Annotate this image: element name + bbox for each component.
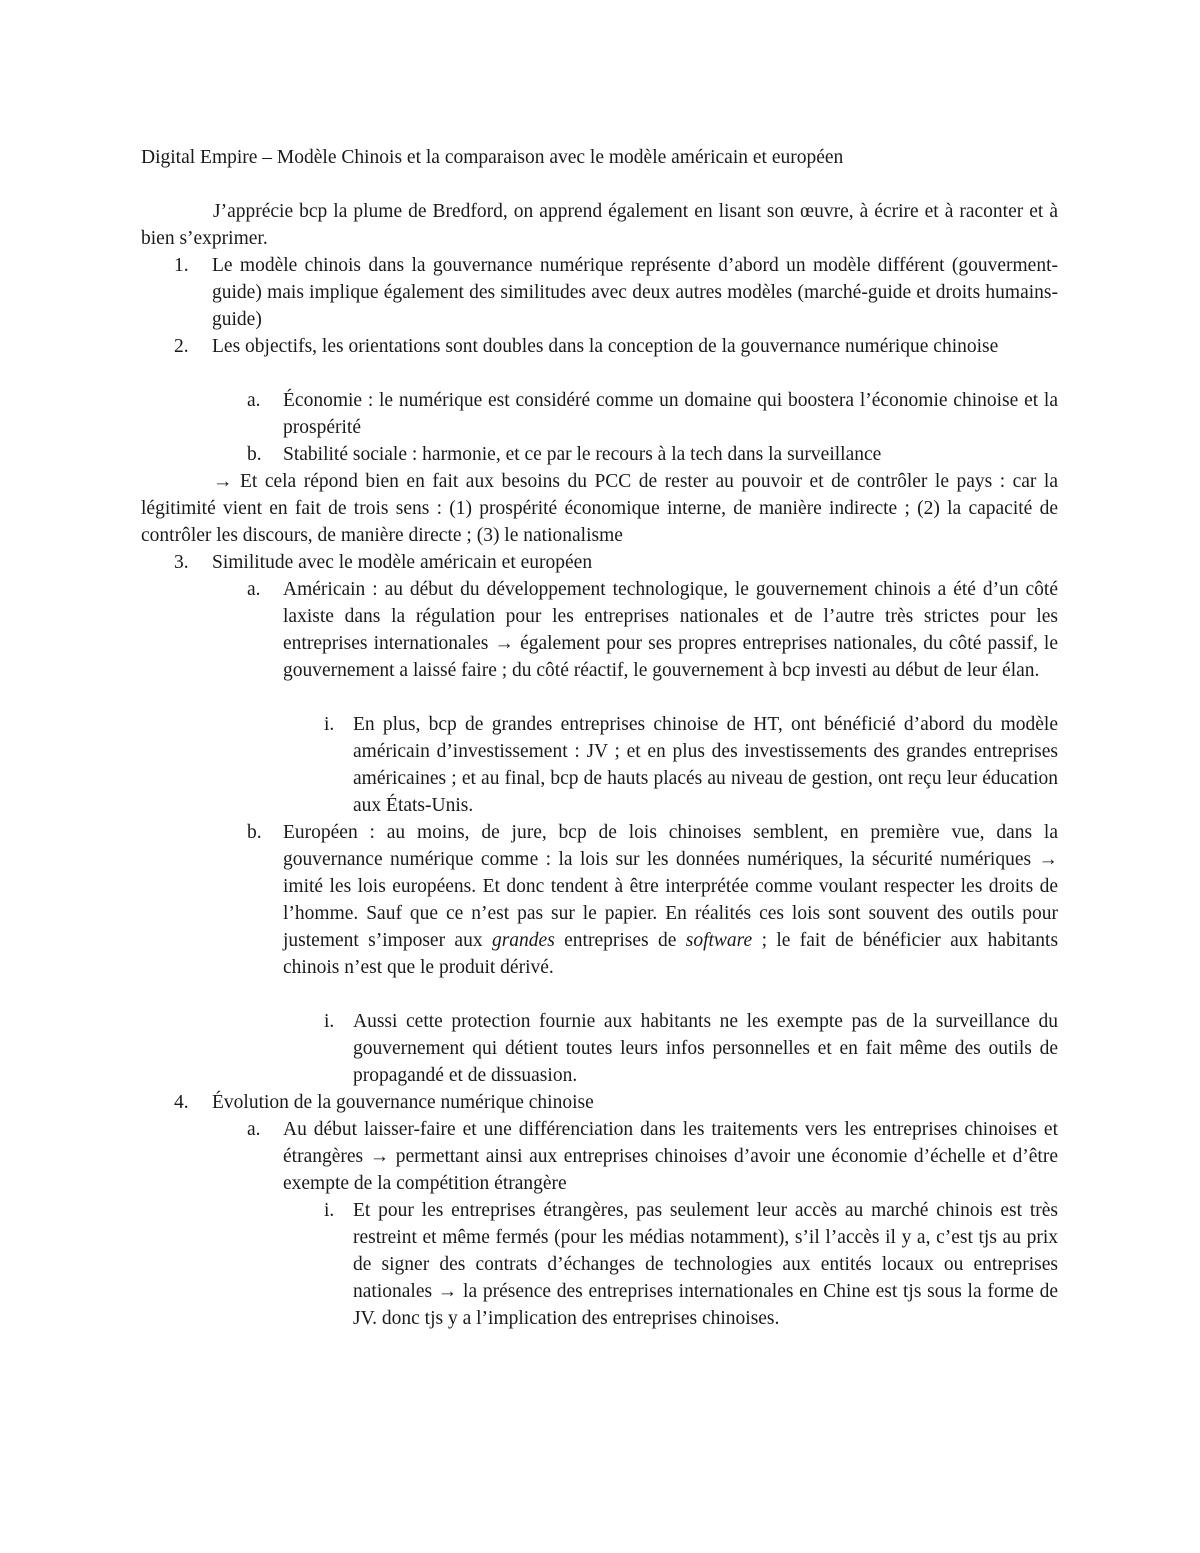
list-number: 4. xyxy=(174,1092,189,1113)
arrow-icon: → xyxy=(494,633,514,654)
list-item-2b: Stabilité sociale : harmonie, et ce par le recours à la tech dans la surveillance xyxy=(283,444,882,465)
list-item-1: Le modèle chinois dans la gouvernance numérique représente d’abord un modèle différent (gouverment-guide) mais implique également des similitudes avec deux autres modèles (marché-guide et droits humains-guide) xyxy=(212,255,1058,330)
list-item-3b: Européen : au moins, de jure, bcp de lois chinoises semblent, en première vue, dans la gouvernance numérique comme : la lois sur les données numériques, la sécurité numériques → imité les lois européens. Et donc tendent à être interprétée comme voulant respecter les droits de l’homme. Sauf que ce n’est pas sur le papier. En réalités ces lois sont souvent des outils pour justement s’imposer aux grandes entreprises de software ; le fait de bénéficier aux habitants chinois n’est que le produit dérivé. xyxy=(283,822,1059,978)
arrow-icon: → xyxy=(1038,849,1059,870)
list-letter: b. xyxy=(247,822,262,843)
list-number: 1. xyxy=(174,255,189,276)
list-item-2a: Économie : le numérique est considéré comme un domaine qui boostera l’économie chinoise et la prospérité xyxy=(283,390,1058,438)
list-item-2: Les objectifs, les orientations sont doubles dans la conception de la gouvernance numérique chinoise xyxy=(212,336,999,357)
list-roman: i. xyxy=(324,1200,335,1221)
list-item-4ai: Et pour les entreprises étrangères, pas seulement leur accès au marché chinois est très restreint et même fermés (pour les médias notamment), s’il l’accès il y a, c’est tjs au prix de signer des contrats d’échanges de technologies aux entités locaux ou entreprises nationales → la présence des entreprises internationales en Chine est tjs sous la forme de JV. donc tjs y a l’implication des entreprises chinoises. xyxy=(353,1200,1059,1329)
list-roman: i. xyxy=(324,714,335,735)
list-item-3ai: En plus, bcp de grandes entreprises chinoise de HT, ont bénéficié d’abord du modèle américain d’investissement : JV ; et en plus des investissements des grandes entreprises américaines ; et au final, bcp de hauts placés au niveau de gestion, ont reçu leur éducation aux États-Unis. xyxy=(353,714,1058,816)
list-letter: b. xyxy=(247,444,262,465)
arrow-icon: → xyxy=(437,1281,458,1302)
intro-text: J’apprécie bcp la plume de Bredford, on apprend également en lisant son œuvre, à écrire et à raconter et à bien s’exprimer. xyxy=(141,201,1058,249)
intro-paragraph xyxy=(141,198,1058,252)
list-number: 2. xyxy=(174,336,189,357)
list-item-4a: Au début laisser-faire et une différenciation dans les traitements vers les entreprises chinoises et étrangères → permettant ainsi aux entreprises chinoises d’avoir une économie d’échelle et d’être exempte de la compétition étrangère xyxy=(283,1119,1059,1194)
list-roman: i. xyxy=(324,1011,335,1032)
document-title: Digital Empire – Modèle Chinois et la comparaison avec le modèle américain et européen xyxy=(141,147,844,168)
arrow-icon: → xyxy=(369,1146,390,1167)
list-letter: a. xyxy=(247,1119,261,1140)
list-letter: a. xyxy=(247,390,261,411)
pcc-text: Et cela répond bien en fait aux besoins du PCC de rester au pouvoir et de contrôler le pays : car la légitimité vient en fait de trois sens : (1) prospérité économique interne, de manière indirecte ; (2) la capacité de contrôler les discours, de manière directe ; (3) le nationalisme xyxy=(141,471,1058,546)
list-item-4: Évolution de la gouvernance numérique chinoise xyxy=(212,1092,594,1113)
pcc-paragraph xyxy=(141,468,1058,549)
list-number: 3. xyxy=(174,552,189,573)
list-item-3: Similitude avec le modèle américain et européen xyxy=(212,552,593,573)
list-letter: a. xyxy=(247,579,261,600)
list-item-3bi: Aussi cette protection fournie aux habitants ne les exempte pas de la surveillance du gouvernement qui détient toutes leurs infos personnelles et en fait même des outils de propagandé et de dissuasion. xyxy=(353,1011,1058,1086)
list-item-3a: Américain : au début du développement technologique, le gouvernement chinois a été d’un côté laxiste dans la régulation pour les entreprises nationales et de l’autre très strictes pour les entreprises internationales → également pour ses propres entreprises nationales, du côté passif, le gouvernement a laissé faire ; du côté réactif, le gouvernement à bcp investi au début de leur élan. xyxy=(283,579,1059,681)
arrow-icon: → xyxy=(213,471,233,492)
